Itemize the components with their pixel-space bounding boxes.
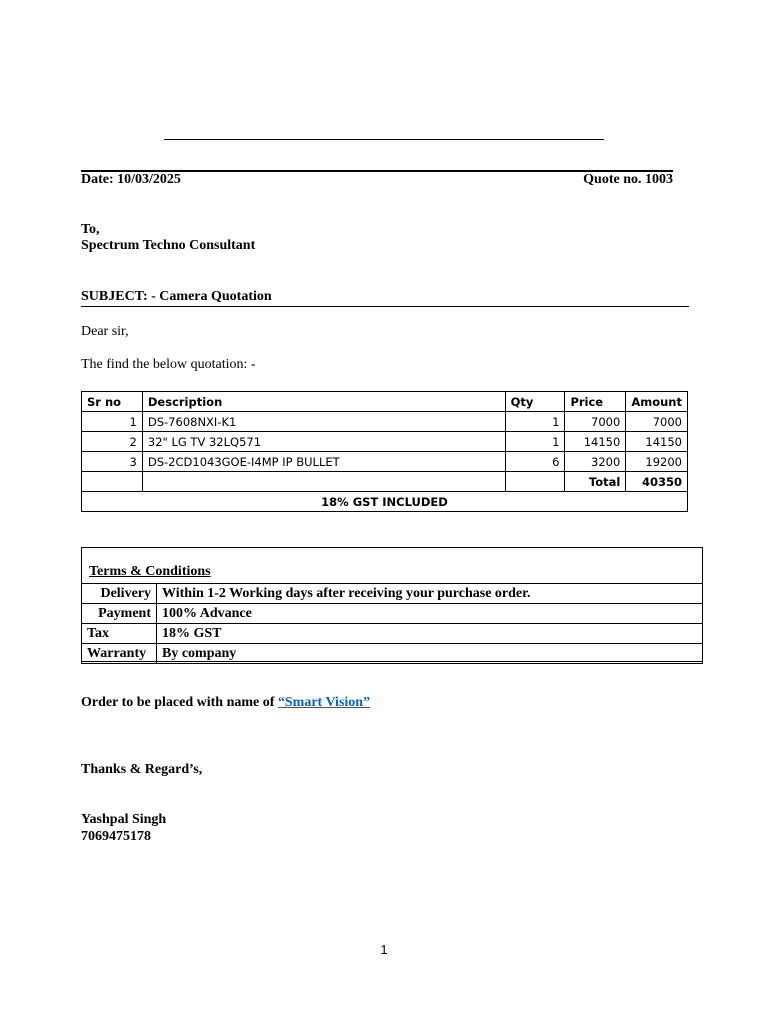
terms-value: 100% Advance <box>157 604 703 624</box>
column-header: Amount <box>626 392 688 412</box>
subject-rule <box>81 306 689 307</box>
terms-row <box>82 644 703 664</box>
quotation-table <box>81 391 688 512</box>
terms-key: Tax <box>82 624 157 644</box>
qty-cell: 6 <box>505 452 565 472</box>
quote-date: Date: 10/03/2025 <box>81 172 181 187</box>
total-value: 40350 <box>626 472 688 492</box>
total-row <box>82 472 688 492</box>
sr-cell: 2 <box>82 432 143 452</box>
empty-cell <box>142 472 505 492</box>
header-divider-line <box>164 139 604 140</box>
signature-phone: 7069475178 <box>81 829 151 844</box>
subject-line: SUBJECT: - Camera Quotation <box>81 289 272 304</box>
table-row <box>82 412 688 432</box>
sr-cell: 3 <box>82 452 143 472</box>
total-label: Total <box>565 472 626 492</box>
quote-number: Quote no. 1003 <box>583 172 673 187</box>
amount-cell: 14150 <box>626 432 688 452</box>
price-cell: 3200 <box>565 452 626 472</box>
terms-row <box>82 584 703 604</box>
empty-cell <box>505 472 565 492</box>
qty-cell: 1 <box>505 412 565 432</box>
table-header-row <box>82 392 688 412</box>
order-note-text: Order to be placed with name of <box>81 695 278 710</box>
description-cell: 32" LG TV 32LQ571 <box>142 432 505 452</box>
description-cell: DS-2CD1043GOE-I4MP IP BULLET <box>142 452 505 472</box>
amount-cell: 19200 <box>626 452 688 472</box>
terms-table <box>81 583 703 664</box>
price-cell: 7000 <box>565 412 626 432</box>
terms-key: Payment <box>82 604 157 624</box>
description-cell: DS-7608NXI-K1 <box>142 412 505 432</box>
terms-value: By company <box>157 644 703 664</box>
table-row <box>82 432 688 452</box>
empty-cell <box>82 472 143 492</box>
column-header: Sr no <box>82 392 143 412</box>
column-header: Qty <box>505 392 565 412</box>
column-header: Price <box>565 392 626 412</box>
column-header: Description <box>142 392 505 412</box>
terms-row <box>82 604 703 624</box>
recipient-name: Spectrum Techno Consultant <box>81 238 256 253</box>
terms-value: Within 1-2 Working days after receiving your purchase order. <box>157 584 703 604</box>
price-cell: 14150 <box>565 432 626 452</box>
page-number: 1 <box>380 942 388 957</box>
gst-note: 18% GST INCLUDED <box>82 492 688 512</box>
terms-key: Warranty <box>82 644 157 664</box>
intro-text: The find the below quotation: - <box>81 357 256 372</box>
terms-row <box>82 624 703 644</box>
order-note <box>81 695 370 711</box>
table-row <box>82 452 688 472</box>
salutation: Dear sir, <box>81 324 129 339</box>
terms-value: 18% GST <box>157 624 703 644</box>
recipient-to: To, <box>81 222 100 237</box>
terms-title: Terms & Conditions <box>89 564 211 579</box>
sr-cell: 1 <box>82 412 143 432</box>
qty-cell: 1 <box>505 432 565 452</box>
amount-cell: 7000 <box>626 412 688 432</box>
smart-vision-link[interactable]: “Smart Vision” <box>277 695 371 710</box>
gst-row <box>82 492 688 512</box>
closing-text: Thanks & Regard’s, <box>81 762 203 777</box>
terms-key: Delivery <box>82 584 157 604</box>
signature-name: Yashpal Singh <box>81 812 167 827</box>
